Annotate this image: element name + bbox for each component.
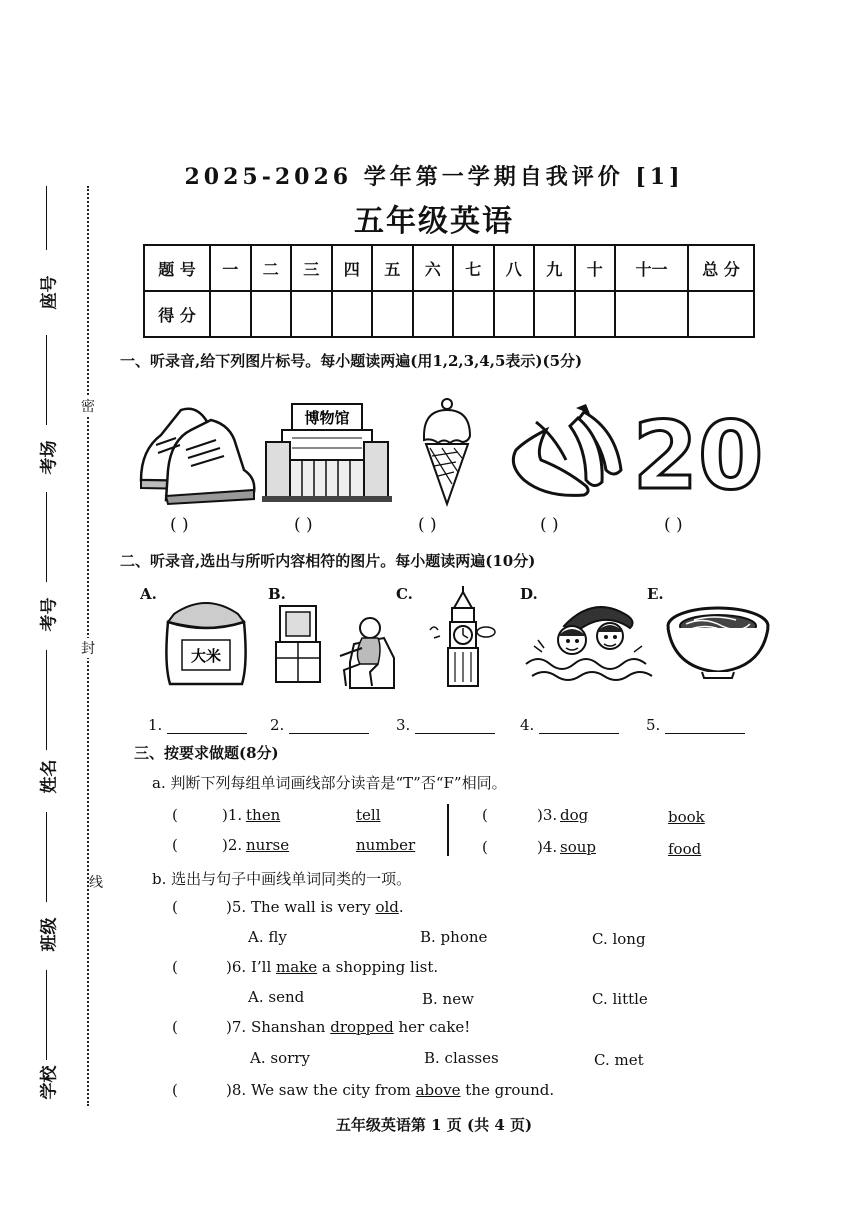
- blank-number: 2.: [270, 716, 285, 734]
- question-7: [226, 1018, 470, 1036]
- question-number: )5.: [226, 898, 247, 916]
- word: tell: [356, 806, 381, 824]
- divider-line: [447, 804, 449, 856]
- col-header: 十一: [615, 245, 688, 291]
- answer-paren-4[interactable]: ( ): [540, 515, 559, 535]
- option-c[interactable]: C. long: [592, 930, 646, 948]
- watching-tv-image: [274, 598, 400, 690]
- museum-sign-text: 博物馆: [304, 409, 350, 427]
- question-text: her cake!: [393, 1018, 471, 1036]
- bananas-image: [506, 400, 628, 502]
- underlined-word: above: [415, 1081, 461, 1099]
- col-header: 六: [413, 245, 454, 291]
- option-label-c: C.: [396, 585, 413, 603]
- option-c[interactable]: C. met: [594, 1051, 644, 1069]
- rice-bag-label: 大米: [190, 647, 222, 665]
- item-number: )2.: [222, 836, 243, 854]
- open-paren[interactable]: (: [172, 958, 178, 976]
- number-20-image: [632, 402, 764, 511]
- answer-blank-3[interactable]: [396, 716, 495, 734]
- option-a[interactable]: A. fly: [248, 928, 287, 946]
- noodle-bowl-image: [664, 604, 772, 680]
- rice-bag-image: [160, 594, 252, 688]
- school-label: 学校: [39, 1065, 60, 1100]
- option-c[interactable]: C. little: [592, 990, 648, 1008]
- item-number: )4.: [537, 838, 558, 856]
- blank-line: [665, 719, 745, 734]
- score-cell[interactable]: [332, 291, 373, 337]
- open-paren[interactable]: (: [482, 806, 488, 824]
- underlined-word: old: [375, 898, 399, 916]
- underlined-word: dropped: [330, 1018, 394, 1036]
- total-score-cell[interactable]: [688, 291, 754, 337]
- blank-number: 1.: [148, 716, 163, 734]
- question-text: I’ll: [250, 958, 277, 976]
- score-cell[interactable]: [291, 291, 332, 337]
- question-text: We saw the city from: [250, 1081, 416, 1099]
- col-header: 四: [332, 245, 373, 291]
- word: book: [668, 808, 705, 826]
- blank-line: [289, 719, 369, 734]
- open-paren[interactable]: (: [172, 806, 178, 824]
- option-b[interactable]: B. classes: [424, 1049, 499, 1067]
- option-label-a: A.: [140, 585, 157, 603]
- side-fill-line: [46, 492, 47, 582]
- word: food: [668, 840, 702, 858]
- question-8: [226, 1081, 554, 1099]
- blank-number: 3.: [396, 716, 411, 734]
- museum-image: [262, 402, 392, 502]
- option-label-d: D.: [520, 585, 538, 603]
- side-fill-line: [46, 970, 47, 1060]
- question-text: Shanshan: [250, 1018, 331, 1036]
- question-text: The wall is very: [250, 898, 376, 916]
- answer-blank-1[interactable]: [148, 716, 247, 734]
- total-label: 总 分: [688, 245, 754, 291]
- score-cell[interactable]: [615, 291, 688, 337]
- score-cell[interactable]: [251, 291, 292, 337]
- shoes-image: [136, 400, 258, 504]
- col-header: 五: [372, 245, 413, 291]
- question-number: )8.: [226, 1081, 247, 1099]
- seal-mark-feng: 封: [81, 638, 95, 658]
- side-fill-line: [46, 335, 47, 425]
- word: soup: [560, 838, 596, 856]
- question-text: .: [398, 898, 404, 916]
- exam-number-label: 考号: [39, 597, 60, 632]
- blank-line: [539, 719, 619, 734]
- option-b[interactable]: B. new: [422, 990, 474, 1008]
- option-label-e: E.: [647, 585, 664, 603]
- option-a[interactable]: A. sorry: [250, 1049, 310, 1067]
- word: nurse: [246, 836, 290, 854]
- question-text: a shopping list.: [317, 958, 439, 976]
- question-6: [226, 958, 438, 976]
- col-header: 三: [291, 245, 332, 291]
- exam-subtitle: 五年级英语: [354, 204, 514, 239]
- score-cell[interactable]: [210, 291, 251, 337]
- open-paren[interactable]: (: [172, 1018, 178, 1036]
- page-footer: 五年级英语第 1 页 (共 4 页): [335, 1116, 533, 1134]
- answer-blank-2[interactable]: [270, 716, 369, 734]
- section3-heading: 三、按要求做题(8分): [134, 744, 279, 762]
- name-label: 姓名: [39, 759, 60, 794]
- ice-cream-image: [418, 396, 476, 506]
- open-paren[interactable]: (: [172, 1081, 178, 1099]
- score-cell[interactable]: [413, 291, 454, 337]
- option-b[interactable]: B. phone: [420, 928, 488, 946]
- blank-line: [415, 719, 495, 734]
- answer-blank-5[interactable]: [646, 716, 745, 734]
- question-text: the ground.: [460, 1081, 555, 1099]
- question-number: )7.: [226, 1018, 247, 1036]
- score-cell[interactable]: [372, 291, 413, 337]
- col-header: 一: [210, 245, 251, 291]
- side-fill-line: [46, 650, 47, 750]
- seal-mark-mi: 密: [81, 396, 95, 416]
- blank-number: 5.: [646, 716, 661, 734]
- option-label-b: B.: [268, 585, 286, 603]
- blank-line: [167, 719, 247, 734]
- score-cell[interactable]: [494, 291, 535, 337]
- item-number: )1.: [222, 806, 243, 824]
- question-number-label: 题 号: [144, 245, 210, 291]
- underlined-word: make: [276, 958, 318, 976]
- answer-paren-1[interactable]: ( ): [170, 515, 189, 535]
- score-cell[interactable]: [575, 291, 616, 337]
- answer-paren-5[interactable]: ( ): [664, 515, 683, 535]
- score-table: [143, 244, 755, 338]
- score-cell[interactable]: [534, 291, 575, 337]
- word: dog: [560, 806, 589, 824]
- part-b-instruction: b. 选出与句子中画线单词同类的一项。: [152, 870, 412, 888]
- side-fill-line: [46, 812, 47, 902]
- big-ben-image: [428, 586, 498, 688]
- seat-number-label: 座号: [39, 275, 60, 310]
- part-a-instruction: a. 判断下列每组单词画线部分读音是“T”否“F”相同。: [152, 774, 507, 792]
- swimming-image: [524, 596, 656, 684]
- question-number: )6.: [226, 958, 247, 976]
- col-header: 七: [453, 245, 494, 291]
- item-number: )3.: [537, 806, 558, 824]
- exam-title: 2025-2026 学年第一学期自我评价 [1]: [184, 164, 684, 190]
- answer-blank-4[interactable]: [520, 716, 619, 734]
- open-paren[interactable]: (: [172, 898, 178, 916]
- question-5: [226, 898, 404, 916]
- section1-heading: 一、听录音,给下列图片标号。每小题读两遍(用1,2,3,4,5表示)(5分): [120, 352, 583, 370]
- col-header: 八: [494, 245, 535, 291]
- col-header: 十: [575, 245, 616, 291]
- answer-paren-2[interactable]: ( ): [294, 515, 313, 535]
- option-a[interactable]: A. send: [248, 988, 305, 1006]
- blank-number: 4.: [520, 716, 535, 734]
- exam-room-label: 考场: [39, 440, 60, 475]
- open-paren[interactable]: (: [482, 838, 488, 856]
- class-label: 班级: [39, 917, 60, 952]
- open-paren[interactable]: (: [172, 836, 178, 854]
- col-header: 二: [251, 245, 292, 291]
- col-header: 九: [534, 245, 575, 291]
- word: then: [246, 806, 281, 824]
- answer-paren-3[interactable]: ( ): [418, 515, 437, 535]
- section2-heading: 二、听录音,选出与所听内容相符的图片。每小题读两遍(10分): [120, 552, 536, 570]
- word: number: [356, 836, 416, 854]
- score-cell[interactable]: [453, 291, 494, 337]
- number-20-text: 20: [632, 402, 764, 511]
- score-label: 得 分: [144, 291, 210, 337]
- seal-mark-xian: 线: [89, 872, 103, 892]
